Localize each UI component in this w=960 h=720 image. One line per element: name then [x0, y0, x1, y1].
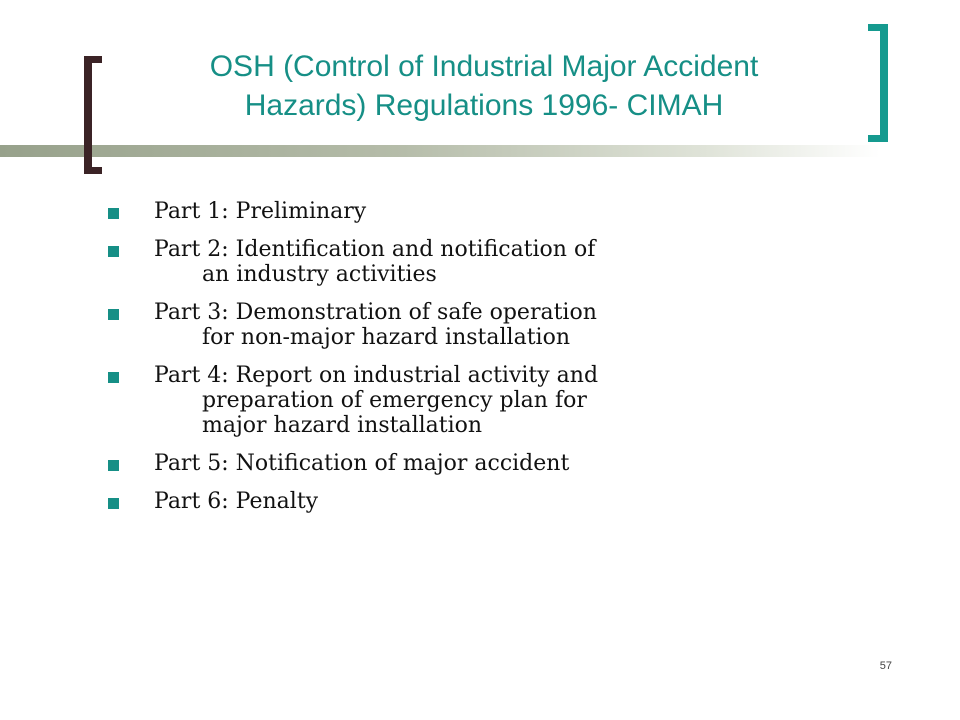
slide-title-line: Hazards) Regulations 1996- CIMAH	[244, 89, 724, 122]
bullet-text: Part 2: Identification and notification of	[154, 237, 596, 262]
bullet-item	[106, 199, 846, 224]
square-bullet-icon	[108, 372, 119, 383]
bullet-text-continuation: an industry activities	[202, 262, 437, 287]
bullet-text: Part 3: Demonstration of safe operation	[154, 300, 597, 325]
bullet-list	[106, 199, 846, 527]
square-bullet-icon	[108, 309, 119, 320]
slide-title	[110, 47, 858, 125]
bullet-text: Part 1: Preliminary	[154, 199, 367, 224]
bullet-item	[106, 237, 846, 287]
bullet-item	[106, 489, 846, 514]
bullet-item	[106, 300, 846, 350]
bullet-item	[106, 451, 846, 476]
bullet-text: Part 6: Penalty	[154, 489, 319, 514]
square-bullet-icon	[108, 498, 119, 509]
bullet-text-continuation: major hazard installation	[202, 413, 483, 438]
bullet-text-continuation: preparation of emergency plan for	[202, 388, 587, 413]
bullet-item	[106, 363, 846, 438]
bullet-text: Part 4: Report on industrial activity and	[154, 363, 599, 388]
square-bullet-icon	[108, 208, 119, 219]
right-bracket-decoration	[868, 24, 888, 142]
bullet-text: Part 5: Notification of major accident	[154, 451, 570, 476]
bullet-text-continuation: for non-major hazard installation	[202, 325, 570, 350]
left-bracket-decoration	[84, 56, 102, 174]
page-number: 57	[879, 660, 892, 672]
title-decoration-band	[0, 145, 880, 157]
square-bullet-icon	[108, 246, 119, 257]
square-bullet-icon	[108, 460, 119, 471]
slide-title-line: OSH (Control of Industrial Major Accident	[209, 50, 759, 83]
